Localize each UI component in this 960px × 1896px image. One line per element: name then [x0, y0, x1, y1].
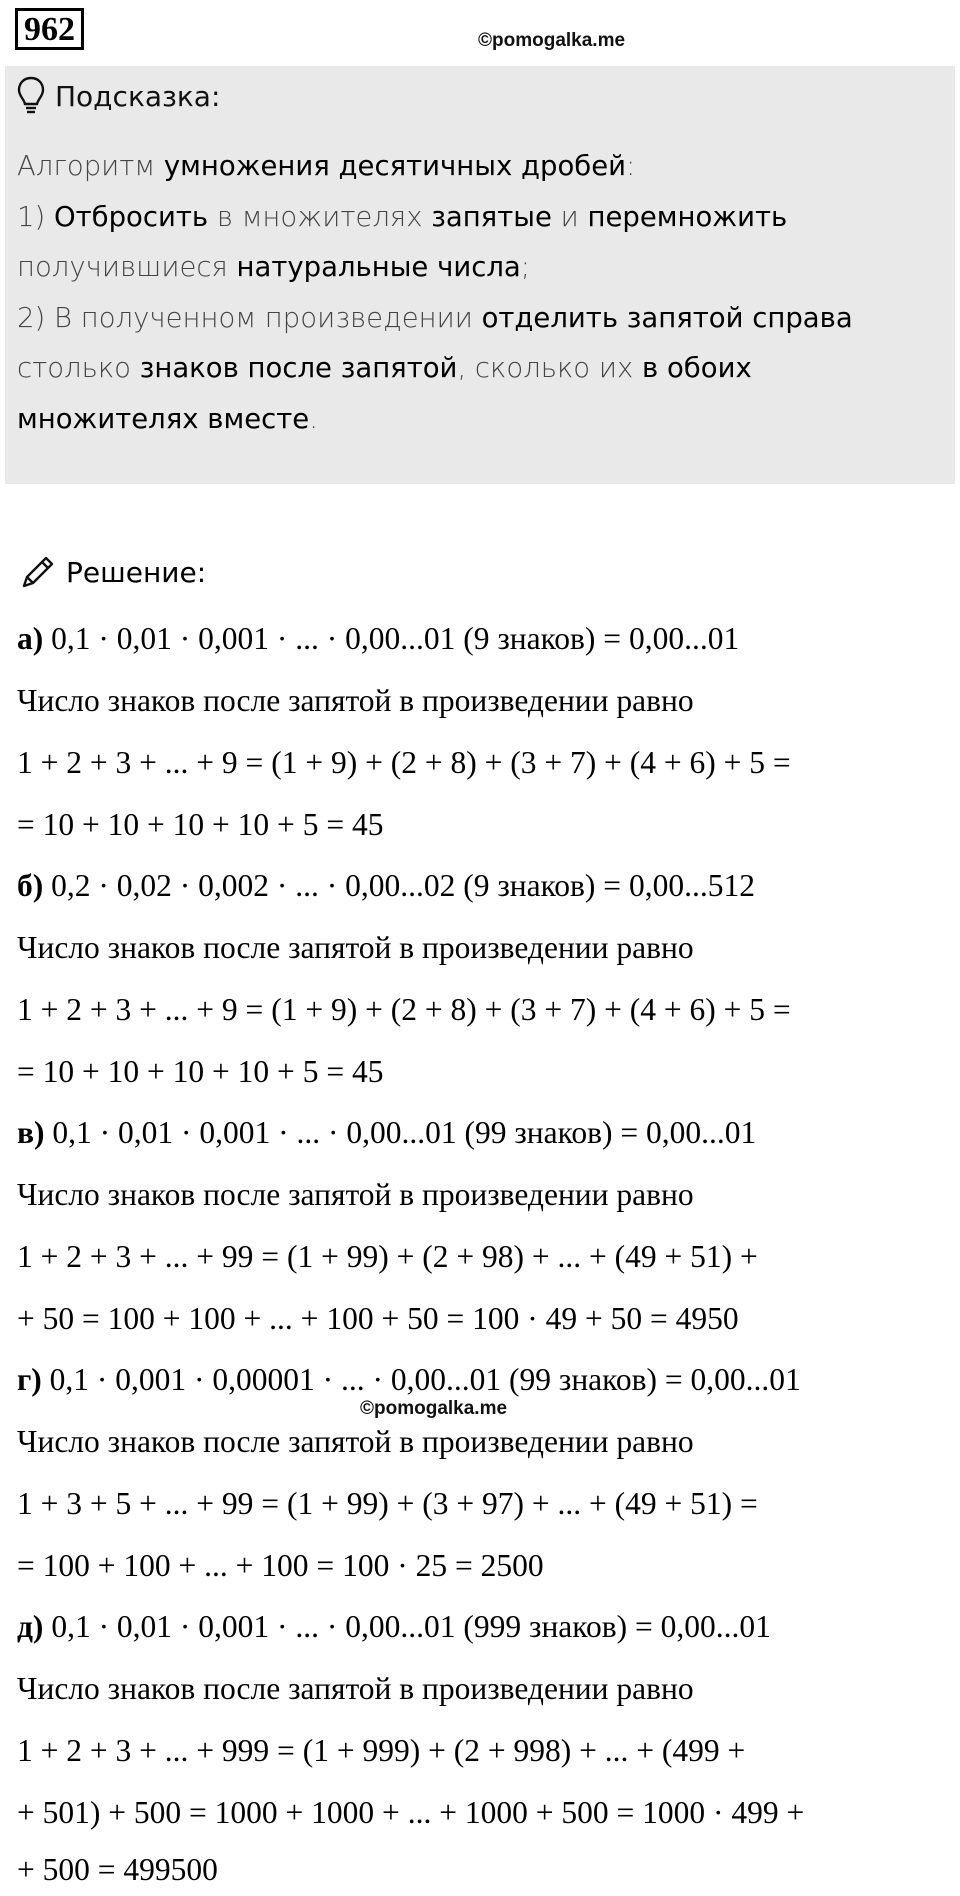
part-label: д)	[17, 1609, 44, 1644]
solution-line: = 10 + 10 + 10 + 10 + 5 = 45	[17, 1054, 384, 1089]
solution-line: а) 0,1 · 0,01 · 0,001 · ... · 0,00...01 (9 знаков) = 0,00...01	[17, 621, 740, 656]
solution-line: Число знаков после запятой в произведении равно	[17, 683, 694, 718]
hint-line: множителях вместе.	[17, 402, 318, 435]
hint-line: получившиеся натуральные числа;	[17, 251, 531, 283]
solution-line: + 50 = 100 + 100 + ... + 100 + 50 = 100 · 49 + 50 = 4950	[17, 1301, 739, 1336]
solution-line: Число знаков после запятой в произведении равно	[17, 1424, 694, 1459]
hint-line: Алгоритм умножения десятичных дробей:	[17, 150, 636, 182]
solution-line: 1 + 2 + 3 + ... + 9 = (1 + 9) + (2 + 8) + (3 + 7) + (4 + 6) + 5 =	[17, 992, 791, 1027]
solution-line: 1 + 2 + 3 + ... + 99 = (1 + 99) + (2 + 98) + ... + (49 + 51) +	[17, 1239, 758, 1274]
solution-line: б) 0,2 · 0,02 · 0,002 · ... · 0,00...02 (9 знаков) = 0,00...512	[17, 868, 755, 903]
solution-line: в) 0,1 · 0,01 · 0,001 · ... · 0,00...01 (99 знаков) = 0,00...01	[17, 1115, 757, 1150]
solution-line: + 501) + 500 = 1000 + 1000 + ... + 1000 + 500 = 1000 · 499 +	[17, 1795, 805, 1830]
hint-line: 1) Отбросить в множителях запятые и перемножить	[17, 200, 788, 233]
lightbulb-icon	[17, 76, 45, 116]
part-label: а)	[17, 621, 44, 656]
solution-line: д) 0,1 · 0,01 · 0,001 · ... · 0,00...01 (999 знаков) = 0,00...01	[17, 1609, 771, 1644]
solution-line: г) 0,1 · 0,001 · 0,00001 · ... · 0,00...01 (99 знаков) = 0,00...01	[17, 1362, 801, 1397]
solution-line: 1 + 2 + 3 + ... + 9 = (1 + 9) + (2 + 8) + (3 + 7) + (4 + 6) + 5 =	[17, 745, 791, 780]
solution-title: Решение:	[66, 555, 207, 589]
hint-header	[17, 74, 220, 118]
solution-line: = 100 + 100 + ... + 100 = 100 · 25 = 2500	[17, 1548, 544, 1583]
part-label: в)	[17, 1115, 45, 1150]
watermark: ©pomogalka.me	[360, 1398, 508, 1419]
task-number: 962	[15, 8, 84, 50]
part-label: б)	[17, 868, 44, 903]
hint-text	[17, 141, 937, 444]
pencil-icon	[18, 552, 58, 592]
solution-line: 1 + 3 + 5 + ... + 99 = (1 + 99) + (3 + 97) + ... + (49 + 51) =	[17, 1486, 758, 1521]
solution-line: + 500 = 499500	[17, 1852, 218, 1887]
hint-line: столько знаков после запятой, сколько их в обоих	[17, 352, 752, 384]
part-label: г)	[17, 1362, 42, 1397]
hint-line: 2) В полученном произведении отделить запятой справа	[17, 301, 853, 334]
solution-line: 1 + 2 + 3 + ... + 999 = (1 + 999) + (2 + 998) + ... + (499 +	[17, 1733, 746, 1768]
solution-line: Число знаков после запятой в произведении равно	[17, 1671, 694, 1706]
solution-header	[18, 550, 206, 594]
hint-title: Подсказка:	[55, 79, 221, 113]
solution-line: = 10 + 10 + 10 + 10 + 5 = 45	[17, 807, 384, 842]
solution-line: Число знаков после запятой в произведении равно	[17, 1177, 694, 1212]
solution-line: Число знаков после запятой в произведении равно	[17, 930, 694, 965]
watermark: ©pomogalka.me	[478, 30, 626, 51]
hint-box	[5, 66, 955, 484]
